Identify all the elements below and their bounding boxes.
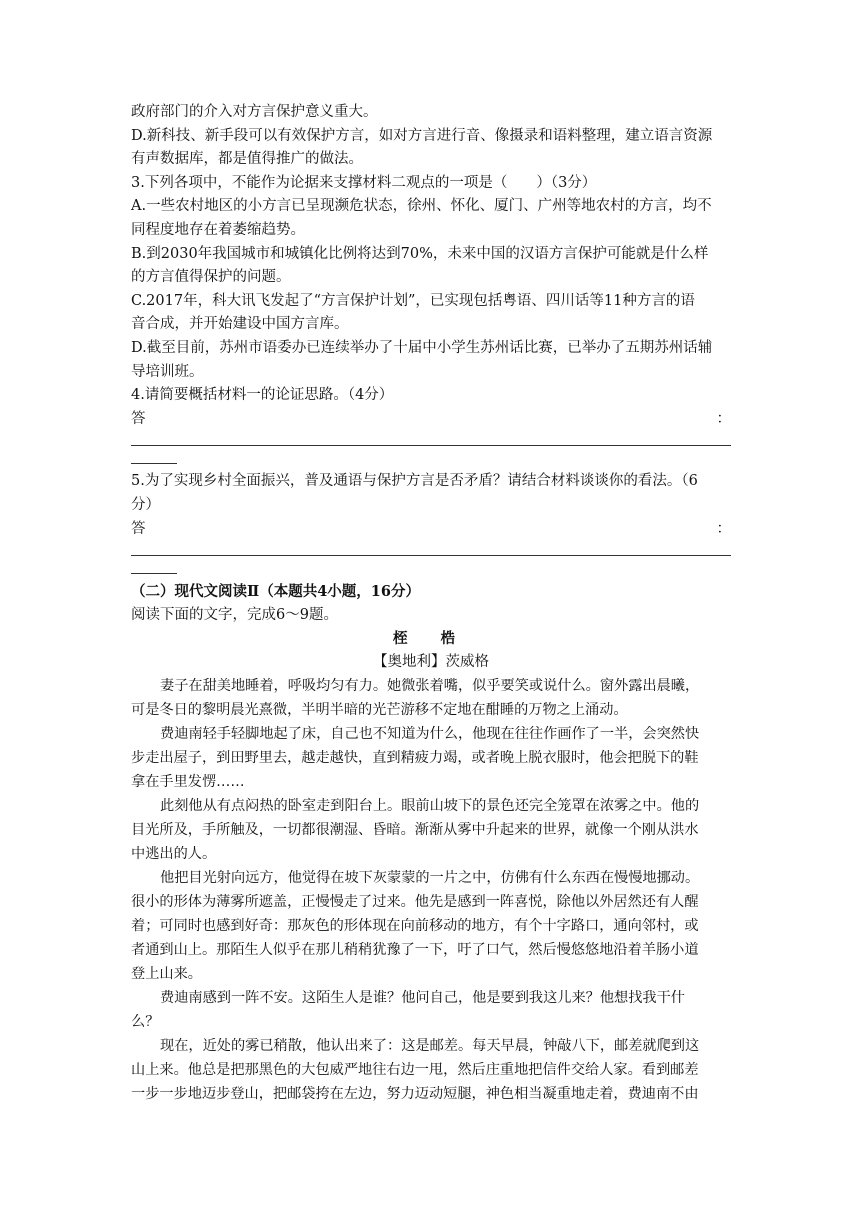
- instruction-text: 阅读下面的文字，完成6～9题。: [131, 606, 338, 623]
- question-text-line: 有声数据库，都是值得推广的做法。: [131, 151, 363, 168]
- question-text-line: C.2017年，科大讯飞发起了“方言保护计划”，已实现包括粤语、四川话等11种方言的语: [131, 292, 695, 309]
- question-text-line: 同程度地存在着萎缩趋势。: [131, 221, 305, 238]
- story-paragraph-line: 一步一步地迈步登山，把邮袋挎在左边，努力迈动短腿，神色相当凝重地走着，费迪南不由: [131, 1086, 699, 1103]
- question-text-line: 的方言值得保护的问题。: [131, 269, 291, 286]
- story-body: [131, 674, 731, 1106]
- answer-underline: [131, 555, 731, 556]
- story-paragraph-line: 步走出屋子，到田野里去，越走越快，直到精疲力竭，或者晚上脱衣服时，他会把脱下的鞋: [131, 750, 699, 767]
- story-paragraph-line: 着；可同时也感到好奇：那灰色的形体现在向前移动的地方，有个十字路口，通向邻村，或: [131, 918, 699, 935]
- story-paragraph-line: 登上山来。: [131, 966, 202, 983]
- answer-label: 答: [131, 410, 146, 427]
- question-text-line: A.一些农村地区的小方言已呈现濒危状态，徐州、怀化、厦门、广州等地农村的方言，均不: [131, 198, 712, 215]
- story-paragraph-line: 中逃出的人。: [131, 846, 217, 863]
- answer-colon: ：: [716, 520, 731, 537]
- answer-line-q5[interactable]: [131, 518, 731, 542]
- question-text-line: 音合成，并开始建设中国方言库。: [131, 316, 349, 333]
- section-heading: （二）现代文阅读Ⅱ（本题共4小题，16分）: [131, 583, 420, 601]
- story-title: 桎 梏: [392, 630, 470, 648]
- story-paragraph-line: 此刻他从有点闷热的卧室走到阳台上。眼前山坡下的景色还完全笼罩在浓雾之中。他的: [160, 798, 700, 815]
- story-paragraph-line: 么？: [131, 1014, 160, 1031]
- story-paragraph-line: 很小的形体为薄雾所遮盖，正慢慢走了过来。他先是感到一阵喜悦，除他以外居然还有人醒: [131, 894, 699, 911]
- question-text-line: 政府部门的介入对方言保护意义重大。: [131, 104, 378, 120]
- story-paragraph-line: 拿在手里发愣……: [131, 774, 245, 791]
- answer-label: 答: [131, 520, 146, 537]
- question-text-line: 导培训班。: [131, 363, 204, 380]
- story-paragraph-line: 他把目光射向远方，他觉得在坡下灰蒙蒙的一片之中，仿佛有什么东西在慢慢地挪动。: [160, 870, 700, 887]
- story-paragraph-line: 费迪南感到一阵不安。这陌生人是谁？他问自己，他是要到我这儿来？他想找我干什: [160, 990, 685, 1007]
- question-text-line: 3.下列各项中，不能作为论据来支撑材料二观点的一项是（ ）（3分）: [131, 174, 597, 191]
- story-paragraph-line: 者通到山上。那陌生人似乎在那儿稍稍犹豫了一下，吁了口气，然后慢悠悠地沿着羊肠小道: [131, 942, 699, 959]
- page-content: [131, 101, 731, 1106]
- question-block: [131, 101, 731, 408]
- question-text-line: D.新科技、新手段可以有效保护方言，如对方言进行音、像摄录和语料整理，建立语言资源: [131, 127, 713, 144]
- story-paragraph-line: 费迪南轻手轻脚地起了床，自己也不知道为什么，他现在往往作画作了一半，会突然快: [160, 726, 700, 743]
- story-paragraph-line: 现在，近处的雾已稍散，他认出来了：这是邮差。每天早晨，钟敲八下，邮差就爬到这: [160, 1038, 700, 1055]
- question-5-line-2: 分）: [131, 496, 160, 513]
- question-text-line: D.截至目前，苏州市语委办已连续举办了十届中小学生苏州话比赛，已举办了五期苏州话辅: [131, 339, 713, 356]
- answer-underline-short: [131, 573, 177, 574]
- story-paragraph-line: 妻子在甜美地睡着，呼吸均匀有力。她微张着嘴，似乎要笑或说什么。窗外露出晨曦，: [160, 678, 700, 695]
- answer-colon: ：: [716, 410, 731, 427]
- answer-underline: [131, 445, 731, 446]
- question-text-line: 4.请简要概括材料一的论证思路。（4分）: [131, 387, 394, 404]
- story-paragraph-line: 可是冬日的黎明晨光熹微，半明半暗的光芒游移不定地在酣睡的万物之上涌动。: [131, 702, 628, 719]
- question-text-line: B.到2030年我国城市和城镇化比例将达到70%，未来中国的汉语方言保护可能就是什么样: [131, 245, 709, 262]
- answer-line-q4[interactable]: [131, 408, 731, 432]
- story-author: 【奥地利】茨威格: [373, 653, 489, 670]
- story-paragraph-line: 山上来。他总是把那黑色的大包威严地往右边一甩，然后庄重地把信件交给人家。看到邮差: [131, 1062, 699, 1079]
- answer-underline-short: [131, 463, 177, 464]
- story-paragraph-line: 目光所及，手所触及，一切都很潮湿、昏暗。渐渐从雾中升起来的世界，就像一个刚从洪水: [131, 822, 699, 839]
- question-5-line-1: 5.为了实现乡村全面振兴，普及通语与保护方言是否矛盾？请结合材料谈谈你的看法。（6: [131, 473, 698, 490]
